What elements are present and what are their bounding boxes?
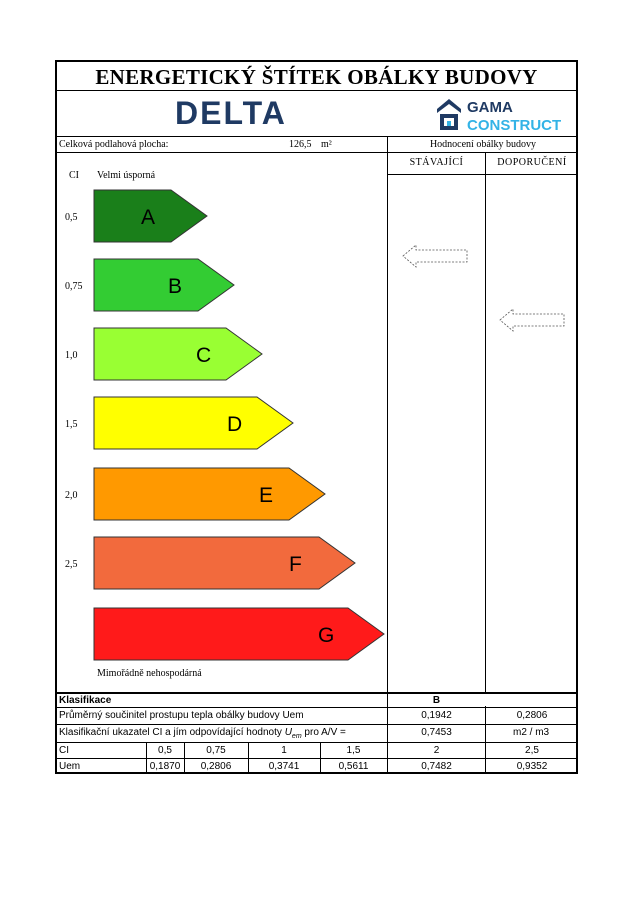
uem-cell: 0,1870 bbox=[149, 761, 181, 772]
uem-cell: 0,7482 bbox=[421, 761, 452, 772]
divider bbox=[57, 152, 576, 153]
klasifikace-label: Klasifikace bbox=[59, 695, 112, 706]
energy-label-frame bbox=[55, 60, 578, 774]
gama-construct-logo bbox=[435, 95, 565, 133]
area-unit: m² bbox=[321, 139, 332, 150]
class-letter-g: G bbox=[318, 624, 335, 647]
area-value: 126,5 bbox=[289, 139, 312, 150]
col-recommended-header: DOPORUČENÍ bbox=[497, 157, 567, 168]
ci-scale-value: 0,5 bbox=[65, 212, 78, 223]
uem-avg-label: Průměrný součinitel prostupu tepla obálky budovy Uem bbox=[59, 710, 304, 721]
divider bbox=[57, 136, 576, 137]
ci-av-label: Klasifikační ukazatel CI a jím odpovídající hodnoty $U_{em}$ pro A/V = bbox=[59, 727, 346, 740]
ci-row-label: CI bbox=[59, 745, 69, 756]
gama-text: GAMA bbox=[467, 99, 513, 116]
ci-cell: 1,5 bbox=[346, 745, 361, 756]
uem-cell: 0,9352 bbox=[516, 761, 548, 772]
recommended-class-indicator bbox=[499, 308, 565, 332]
class-arrow-d bbox=[94, 397, 293, 449]
col-current-header: STÁVAJÍCÍ bbox=[409, 157, 464, 168]
divider bbox=[57, 707, 576, 708]
scale-top-label: Velmi úsporná bbox=[97, 170, 156, 181]
ci-cell: 1 bbox=[281, 745, 287, 756]
av-value: 0,7453 bbox=[421, 727, 452, 738]
delta-logo: DELTA bbox=[175, 95, 287, 131]
ci-scale-value: 1,0 bbox=[65, 350, 78, 361]
divider bbox=[57, 90, 576, 91]
class-letter-e: E bbox=[259, 484, 274, 507]
ci-cell: 2 bbox=[433, 745, 440, 756]
current-class-indicator bbox=[402, 244, 468, 268]
av-unit: m2 / m3 bbox=[513, 727, 550, 738]
class-arrow-c bbox=[94, 328, 262, 380]
class-arrow-g bbox=[94, 608, 384, 660]
uem-cell: 0,5611 bbox=[338, 761, 369, 772]
ci-scale-value: 1,5 bbox=[65, 419, 78, 430]
ci-scale-value: 0,75 bbox=[65, 281, 83, 292]
energy-class-scale bbox=[57, 182, 387, 682]
class-arrow-e bbox=[94, 468, 325, 520]
class-letter-b: B bbox=[168, 275, 183, 298]
class-arrow-f bbox=[94, 537, 355, 589]
divider bbox=[485, 152, 486, 692]
ci-cell: 2,5 bbox=[525, 745, 539, 756]
divider bbox=[57, 742, 576, 743]
divider bbox=[57, 724, 576, 725]
assessment-label: Hodnocení obálky budovy bbox=[429, 139, 537, 150]
divider bbox=[387, 174, 578, 175]
klasifikace-value: B bbox=[432, 695, 441, 706]
ci-scale-value: 2,0 bbox=[65, 490, 78, 501]
page-title: ENERGETICKÝ ŠTÍTEK OBÁLKY BUDOVY bbox=[95, 65, 538, 89]
scale-bottom-label: Mimořádně nehospodárná bbox=[97, 668, 202, 679]
ci-cell: 0,5 bbox=[158, 745, 172, 756]
construct-text: CONSTRUCT bbox=[467, 117, 562, 133]
uem-cell: 0,2806 bbox=[200, 761, 232, 772]
divider bbox=[57, 758, 576, 759]
class-letter-d: D bbox=[227, 413, 243, 436]
area-label: Celková podlahová plocha: bbox=[59, 139, 169, 150]
uem-avg-current: 0,1942 bbox=[421, 710, 452, 721]
divider bbox=[57, 692, 576, 694]
ci-scale-value: 2,5 bbox=[65, 559, 78, 570]
ci-cell: 0,75 bbox=[206, 745, 226, 756]
divider bbox=[387, 136, 388, 692]
uem-row-label: Uem bbox=[59, 761, 81, 772]
class-letter-a: A bbox=[141, 206, 156, 229]
class-letter-f: F bbox=[289, 553, 302, 576]
ci-header: CI bbox=[69, 170, 79, 181]
uem-cell: 0,3741 bbox=[268, 761, 300, 772]
class-arrow-b bbox=[94, 259, 234, 311]
house-icon bbox=[437, 99, 461, 130]
class-letter-c: C bbox=[196, 344, 212, 367]
uem-avg-recommended: 0,2806 bbox=[516, 710, 548, 721]
